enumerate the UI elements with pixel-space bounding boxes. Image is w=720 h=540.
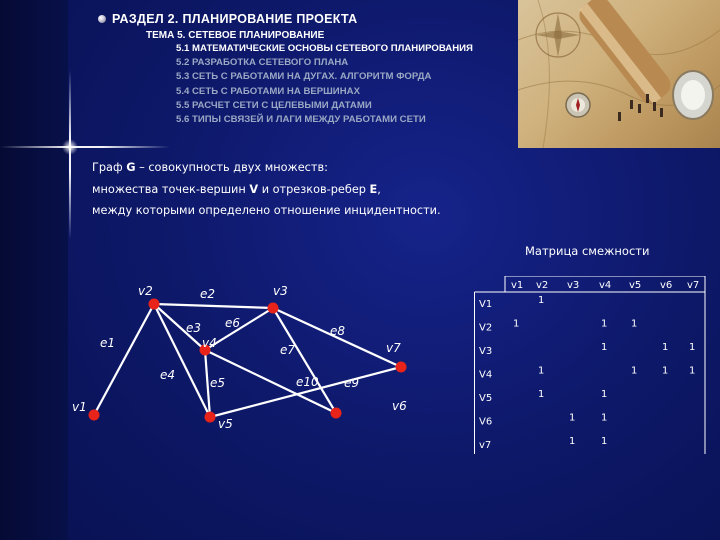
matrix-cell: 1 — [689, 365, 696, 377]
subtopic-item[interactable]: 5.4 СЕТЬ С РАБОТАМИ НА ВЕРШИНАХ — [176, 85, 360, 97]
map-spyglass-picture — [518, 0, 720, 148]
graph-node-v5 — [205, 412, 216, 423]
graph-diagram — [68, 270, 438, 440]
topic-title: ТЕМА 5. СЕТЕВОЕ ПЛАНИРОВАНИЕ — [146, 30, 325, 41]
graph-edge-e2 — [154, 304, 273, 308]
sparkle-vertical — [69, 70, 71, 240]
vertex-label-v5: v5 — [218, 417, 233, 431]
definition-text: и отрезков-ребер — [258, 182, 370, 196]
matrix-col-header: v2 — [536, 280, 549, 291]
matrix-col-header: v7 — [687, 280, 700, 291]
slide-header — [98, 12, 518, 127]
matrix-row-header: v7 — [479, 440, 492, 451]
matrix-col-header: v3 — [567, 280, 580, 291]
sparkle-horizontal — [0, 146, 170, 148]
matrix-cell: 1 — [689, 342, 696, 353]
graph-definition — [92, 157, 522, 222]
subtopic-item[interactable]: 5.3 СЕТЬ С РАБОТАМИ НА ДУГАХ. АЛГОРИТМ ФОРДА — [176, 71, 432, 83]
matrix-cell: 1 — [631, 365, 638, 377]
section-title-text: РАЗДЕЛ 2. ПЛАНИРОВАНИЕ ПРОЕКТА — [112, 12, 358, 26]
matrix-cell: 1 — [538, 389, 545, 400]
edge-label-e2: e2 — [200, 287, 216, 301]
symbol-V: V — [249, 182, 259, 196]
definition-text: множества точек-вершин — [92, 182, 250, 196]
adjacency-matrix — [474, 276, 706, 454]
left-strip — [0, 0, 68, 540]
symbol-G: G — [126, 161, 136, 174]
matrix-col-header: v1 — [511, 280, 524, 291]
definition-text: Граф — [92, 161, 127, 174]
vertex-label-v3: v3 — [273, 284, 288, 298]
subtopic-item[interactable]: 5.1 МАТЕМАТИЧЕСКИЕ ОСНОВЫ СЕТЕВОГО ПЛАНИРОВАНИЯ — [176, 43, 473, 54]
graph-node-v2 — [149, 299, 160, 310]
matrix-cell: 1 — [601, 389, 608, 400]
subtopic-list — [176, 42, 518, 127]
edge-label-e4: e4 — [160, 368, 176, 382]
matrix-cell: 1 — [601, 342, 608, 353]
sparkle-center — [62, 139, 78, 155]
symbol-E: E — [369, 182, 378, 196]
graph-edge-e1 — [94, 304, 154, 415]
matrix-cell: 1 — [538, 295, 545, 306]
matrix-col-header: v5 — [629, 280, 642, 291]
edge-label-e5: e5 — [210, 376, 226, 390]
definition-line: между которыми определено отношение инцидентности. — [92, 204, 441, 217]
matrix-row-header: V6 — [479, 416, 493, 428]
graph-node-v6 — [331, 408, 342, 419]
matrix-cell: 1 — [538, 365, 545, 377]
matrix-col-header: v6 — [660, 280, 673, 291]
matrix-cell: 1 — [631, 318, 638, 330]
definition-line — [92, 179, 522, 201]
subtopic-item[interactable]: 5.2 РАЗРАБОТКА СЕТЕВОГО ПЛАНА — [176, 57, 349, 69]
vertex-label-v4: v4 — [202, 336, 217, 350]
matrix-row-header: V2 — [479, 322, 493, 334]
matrix-cell: 1 — [569, 436, 576, 447]
matrix-cell: 1 — [569, 412, 576, 424]
matrix-row-header: V1 — [479, 299, 493, 310]
bullet-icon — [98, 15, 106, 23]
compass-icon — [566, 93, 590, 117]
matrix-row-header: V3 — [479, 346, 493, 357]
matrix-row-header: V5 — [479, 393, 493, 404]
subtopic-item[interactable]: 5.6 ТИПЫ СВЯЗЕЙ И ЛАГИ МЕЖДУ РАБОТАМИ СЕТИ — [176, 114, 426, 126]
edge-label-e8: e8 — [330, 324, 346, 338]
matrix-cell: 1 — [601, 318, 608, 330]
graph-edge-e4 — [154, 304, 210, 417]
graph-node-v7 — [396, 362, 407, 373]
section-title — [98, 12, 518, 26]
vertex-label-v6: v6 — [392, 399, 407, 413]
edge-label-e10: e10 — [296, 375, 319, 389]
edge-label-e7: e7 — [280, 343, 296, 357]
edge-label-e1: e1 — [100, 336, 116, 350]
definition-text: , — [377, 182, 381, 196]
graph-node-v3 — [268, 303, 279, 314]
matrix-col-header: v4 — [599, 280, 612, 291]
matrix-cell: 1 — [662, 365, 669, 377]
edge-label-e3: e3 — [186, 321, 202, 335]
vertex-label-v1: v1 — [72, 400, 87, 414]
vertex-label-v7: v7 — [386, 341, 401, 355]
matrix-row-header: V4 — [479, 369, 493, 381]
matrix-title: Матрица смежности — [525, 244, 650, 258]
definition-line — [92, 157, 522, 179]
subtopic-item[interactable]: 5.5 РАСЧЕТ СЕТИ С ЦЕЛЕВЫМИ ДАТАМИ — [176, 99, 372, 111]
matrix-cell: 1 — [513, 318, 520, 330]
matrix-cell: 1 — [601, 412, 608, 424]
edge-label-e6: e6 — [225, 316, 241, 330]
graph-node-v1 — [89, 410, 100, 421]
matrix-cell: 1 — [662, 342, 669, 353]
definition-text: – совокупность двух множеств: — [135, 161, 328, 174]
edge-label-e9: e9 — [344, 376, 360, 390]
vertex-label-v2: v2 — [138, 284, 153, 298]
matrix-cell: 1 — [601, 436, 608, 447]
